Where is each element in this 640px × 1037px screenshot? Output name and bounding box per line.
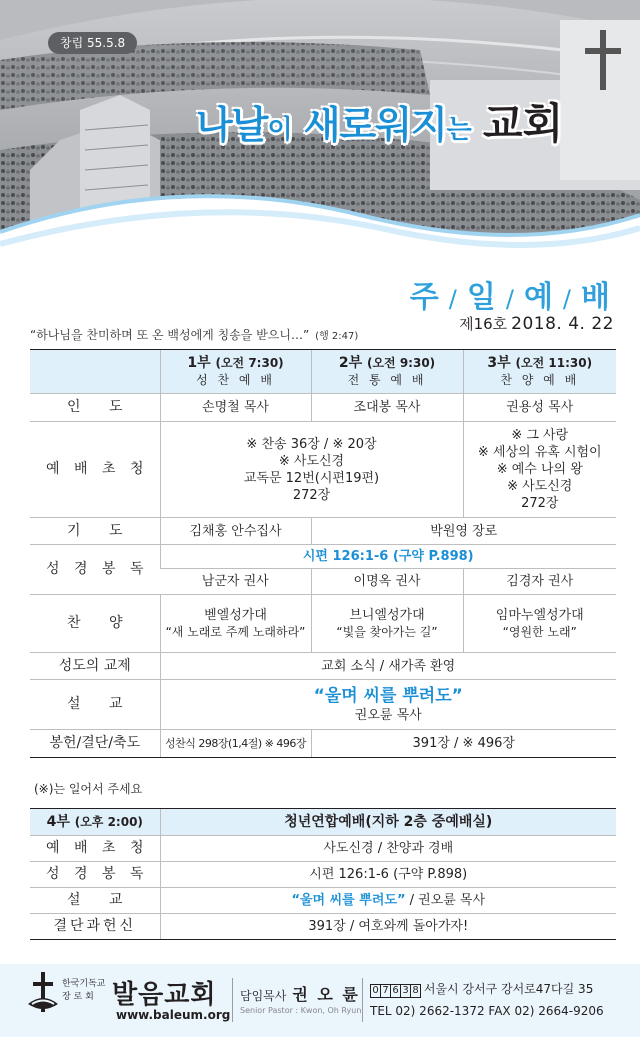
choir-1: 벧엘성가대 “새 노래로 주께 노래하라” (160, 595, 311, 653)
call-to-worship-3: ※ 그 사랑 ※ 세상의 유혹 시험이 ※ 예수 나의 왕 ※ 사도신경 272장 (463, 422, 616, 518)
slogan-char: 나 (196, 103, 232, 147)
reader-1: 남군자 권사 (160, 569, 311, 595)
youth-row-label: 설 교 (30, 888, 160, 914)
choir-2: 브니엘성가대 “빛을 찾아가는 길” (311, 595, 463, 653)
call-to-worship-1-2: ※ 찬송 36장 / ※ 20장 ※ 사도신경 교독문 12번(시편19편) 272장 (160, 422, 463, 518)
slogan-char: 새 (303, 103, 340, 147)
zip-code: 0 7 6 3 8 (370, 982, 420, 996)
worship-order-table (30, 349, 616, 758)
table-row (30, 862, 616, 888)
footer (0, 964, 640, 1037)
issue-number: 제16호 (459, 315, 508, 333)
service-title-char: 배 (581, 280, 612, 315)
youth-row-label: 결단과헌신 (30, 914, 160, 940)
divider (232, 978, 233, 1022)
table-row (30, 914, 616, 940)
youth-row-label: 성 경 봉 독 (30, 862, 160, 888)
senior-pastor-english: Senior Pastor : Kwon, Oh Ryun (240, 1006, 362, 1015)
row-label-fellowship: 성도의 교제 (30, 653, 160, 680)
leader-3: 권용성 목사 (463, 394, 616, 422)
choir-3: 임마누엘성가대 “영원한 노래” (463, 595, 616, 653)
table-row (30, 422, 616, 518)
youth-preacher: / 권오륜 목사 (405, 893, 486, 908)
table-row (30, 595, 616, 653)
table-corner (30, 350, 160, 394)
slogan-char: 워 (375, 103, 411, 147)
youth-row-value: 사도신경 / 찬양과 경배 (160, 836, 616, 862)
sermon-value (160, 680, 616, 730)
slogan-char (471, 103, 483, 147)
table-row (30, 394, 616, 422)
slogan-char (292, 103, 304, 147)
slogan-char: 이 (267, 115, 292, 145)
theme-verse (30, 326, 358, 343)
street-address: 서울시 강서구 강서로47다길 35 (423, 982, 594, 996)
table-row (30, 730, 616, 758)
service-part-3: 3부 (오전 11:30) 찬 양 예 배 (463, 350, 616, 394)
youth-service-table (30, 808, 616, 940)
verse-text: “하나님을 찬미하며 또 온 백성에게 칭송을 받으니…” (30, 328, 310, 342)
slogan-char: 교 (483, 99, 523, 148)
row-label-offering: 봉헌/결단/축도 (30, 730, 160, 758)
scripture-reference: 시편 126:1-6 (구약 P.898) (160, 545, 616, 569)
sermon-title: “울며 씨를 뿌려도” (313, 686, 463, 706)
address (370, 980, 593, 998)
service-part-2: 2부 (오전 9:30) 전 통 예 배 (311, 350, 463, 394)
service-part-1: 1부 (오전 7:30) 성 찬 예 배 (160, 350, 311, 394)
youth-part: 4부 (오후 2:00) (30, 809, 160, 836)
header-photo (0, 0, 640, 282)
preacher: 권오륜 목사 (354, 708, 422, 723)
slogan-char: 날 (231, 103, 268, 147)
prayer-2-3: 박원영 장로 (311, 518, 616, 545)
church-name: 발음교회 (112, 980, 217, 1010)
table-row (30, 653, 616, 680)
table-row (30, 518, 616, 545)
table-row (30, 809, 616, 836)
senior-pastor: 담임목사 권 오 륜 (240, 985, 360, 1004)
issue-date: 2018. 4. 22 (511, 314, 614, 334)
row-label-reading: 성 경 봉 독 (30, 545, 160, 595)
service-title-char: 주 (409, 280, 441, 315)
youth-row-label: 예 배 초 청 (30, 836, 160, 862)
table-row (30, 350, 616, 394)
youth-service-title: 청년연합예배(지하 2층 중예배실) (160, 809, 616, 836)
service-title-char: 예 (523, 280, 555, 315)
contact-numbers: TEL 02) 2662-1372 FAX 02) 2664-9206 (370, 1004, 604, 1018)
table-row (30, 680, 616, 730)
fellowship-value: 교회 소식 / 새가족 환영 (160, 653, 616, 680)
table-row (30, 836, 616, 862)
row-label-choir: 찬 양 (30, 595, 160, 653)
reader-3: 김경자 권사 (463, 569, 616, 595)
offering-1: 성찬식 298장(1,4절) ※ 496장 (160, 730, 311, 758)
church-logo-icon (26, 970, 60, 1020)
row-label-call: 예 배 초 청 (30, 422, 160, 518)
youth-row-value: 391장 / 여호와께 돌아가자! (160, 914, 616, 940)
row-label-sermon: 설 교 (30, 680, 160, 730)
divider (362, 978, 363, 1022)
offering-2-3: 391장 / ※ 496장 (311, 730, 616, 758)
reader-2: 이명옥 권사 (311, 569, 463, 595)
leader-1: 손명철 목사 (160, 394, 311, 422)
leader-2: 조대봉 목사 (311, 394, 463, 422)
founded-badge: 창립 55.5.8 (48, 32, 137, 54)
table-row (30, 888, 616, 914)
denomination: 한국기독교 장 로 회 (62, 979, 106, 1002)
prayer-1: 김채홍 안수집사 (160, 518, 311, 545)
standing-note: (※)는 일어서 주세요 (34, 782, 143, 796)
row-label-prayer: 기 도 (30, 518, 160, 545)
verse-reference: (행 2:47) (315, 331, 359, 342)
slogan-char: 지 (410, 103, 447, 147)
website-link[interactable]: www.baleum.org (116, 1008, 231, 1022)
youth-row-value (160, 888, 616, 914)
youth-row-value: 시편 126:1-6 (구약 P.898) (160, 862, 616, 888)
service-title: 주 / 일 / 예 / 배 (409, 280, 612, 315)
service-title-char: 일 (466, 280, 498, 315)
slogan-char: 회 (522, 99, 563, 148)
slogan-char: 로 (339, 103, 376, 147)
issue-info (459, 313, 614, 334)
youth-sermon-title: “울며 씨를 뿌려도” (291, 893, 406, 908)
slogan-char: 는 (446, 115, 471, 145)
slogan (196, 99, 563, 152)
table-row (30, 545, 616, 569)
row-label-leader: 인 도 (30, 394, 160, 422)
